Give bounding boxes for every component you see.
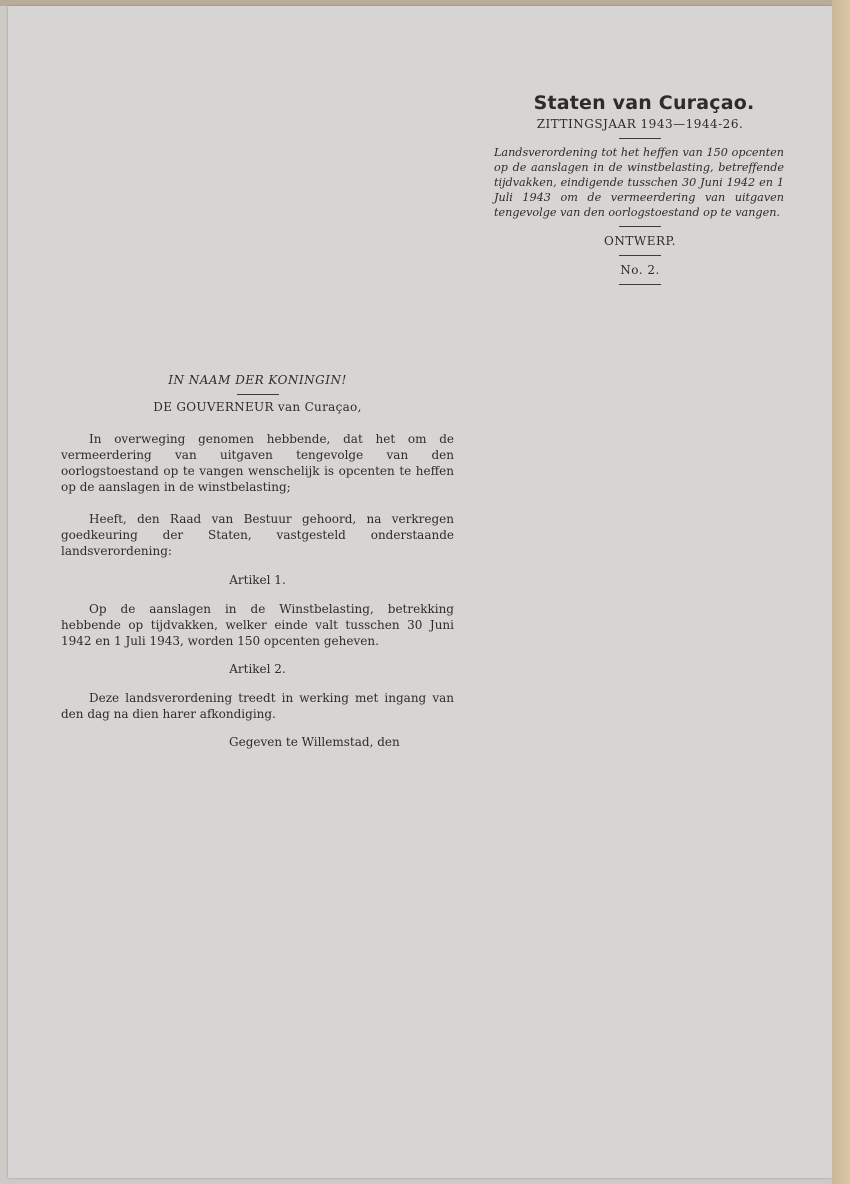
considering-paragraph: In overweging genomen hebbende, dat het om de vermeerdering van uitgaven tengevolge van den oorlogstoestand op te vangen wenschelijk is opcenten te heffen op de aanslagen in de winstbelasting; — [61, 432, 454, 494]
royal-heading: IN NAAM DER KONINGIN! — [168, 373, 347, 387]
header-divider — [619, 255, 661, 256]
ordinance-description: Landsverordening tot het heffen van 150 opcenten op de aanslagen in de winstbelasting, betreffende tijdvakken, eindigende tusschen 30 Juni 1942 en 1 Juli 1943 om de vermeerdering van uitgaven tengevolge van den oorlogstoestand op te vangen. — [494, 146, 784, 219]
document-header — [490, 92, 790, 291]
header-divider — [619, 226, 661, 227]
article-2-title: Artikel 2. — [229, 662, 286, 676]
document-number: No. 2. — [620, 263, 660, 277]
draft-label: ONTWERP. — [604, 234, 676, 248]
article-1-text: Op de aanslagen in de Winstbelasting, betrekking hebbende op tijdvakken, welker einde valt tusschen 30 Juni 1942 en 1 Juli 1943, worden 150 opcenten geheven. — [61, 602, 454, 648]
given-at-line: Gegeven te Willemstad, den — [229, 735, 400, 749]
heading-divider — [237, 394, 279, 395]
scan-right-edge — [832, 0, 850, 1184]
governor-line: DE GOUVERNEUR van Curaçao, — [153, 400, 362, 414]
article-2-text: Deze landsverordening treedt in werking met ingang van den dag na dien harer afkondiging. — [61, 691, 454, 721]
session-year: ZITTINGSJAAR 1943—1944-26. — [536, 117, 744, 131]
council-paragraph: Heeft, den Raad van Bestuur gehoord, na verkregen goedkeuring der Staten, vastgesteld onderstaande landsverordening: — [61, 512, 454, 558]
article-1-title: Artikel 1. — [229, 573, 286, 587]
ordinance-body — [61, 372, 454, 750]
header-divider — [619, 284, 661, 285]
header-divider — [619, 138, 661, 139]
header-title: Staten van Curaçao. — [533, 92, 755, 114]
